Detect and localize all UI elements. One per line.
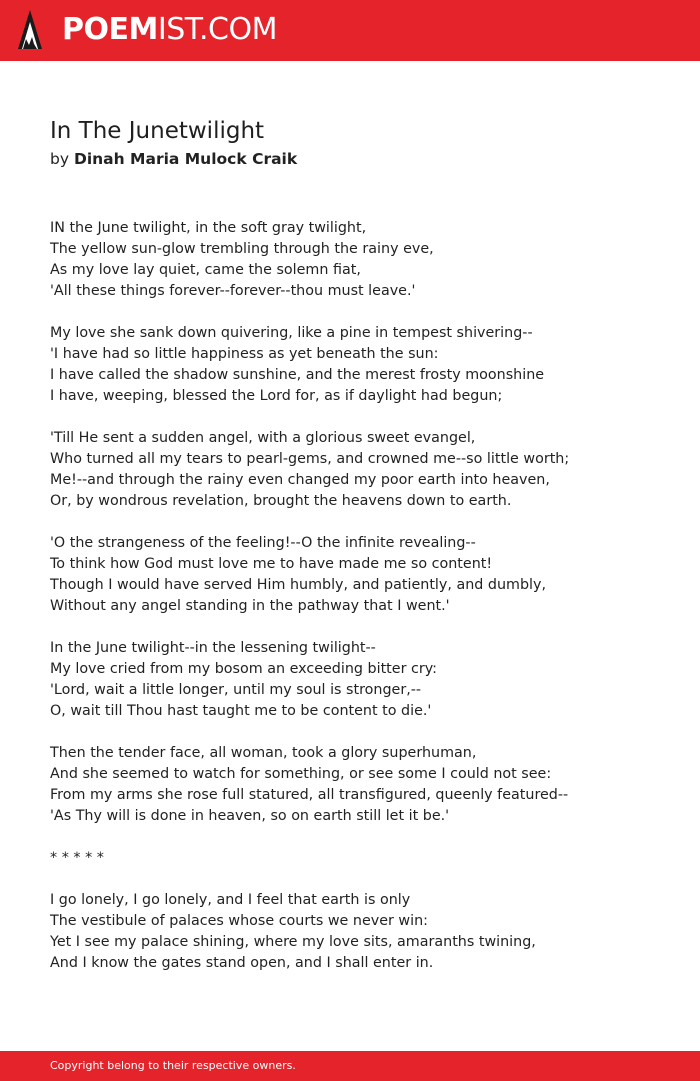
poem-line: 'As Thy will is done in heaven, so on earth still let it be.'	[50, 808, 450, 824]
by-label: by	[50, 150, 74, 168]
poem-line: And I know the gates stand open, and I shall enter in.	[50, 955, 434, 971]
poem-stanza	[50, 848, 670, 869]
site-header	[0, 0, 700, 61]
poem-stanza	[50, 533, 670, 617]
poem-line: Though I would have served Him humbly, and patiently, and dumbly,	[50, 577, 546, 593]
poem-stanza	[50, 428, 670, 512]
site-footer	[0, 1051, 700, 1081]
pencil-tip-icon[interactable]	[17, 9, 43, 51]
poem-line: * * * * *	[50, 850, 104, 866]
poem-line: To think how God must love me to have made me so content!	[50, 556, 493, 572]
poem-line: 'Lord, wait a little longer, until my soul is stronger,--	[50, 682, 422, 698]
poem-line: Without any angel standing in the pathway that I went.'	[50, 598, 450, 614]
poem-line: Me!--and through the rainy even changed my poor earth into heaven,	[50, 472, 550, 488]
poem-line: My love she sank down quivering, like a pine in tempest shivering--	[50, 325, 533, 341]
poem-line: In the June twilight--in the lessening twilight--	[50, 640, 376, 656]
brand-name-light: IST.COM	[157, 12, 277, 47]
poem-byline	[50, 148, 297, 170]
copyright-text: Copyright belong to their respective owners.	[50, 1059, 296, 1072]
poem-line: Yet I see my palace shining, where my love sits, amaranths twining,	[50, 934, 536, 950]
poem-line: Who turned all my tears to pearl-gems, and crowned me--so little worth;	[50, 451, 570, 467]
poem-title: In The Junetwilight	[50, 118, 265, 144]
poem-line: My love cried from my bosom an exceeding bitter cry:	[50, 661, 437, 677]
site-logo[interactable]	[62, 11, 277, 49]
poem-line: The vestibule of palaces whose courts we never win:	[50, 913, 428, 929]
poem-line: O, wait till Thou hast taught me to be content to die.'	[50, 703, 432, 719]
poem-line: And she seemed to watch for something, or see some I could not see:	[50, 766, 552, 782]
poem-body	[50, 218, 670, 995]
poem-line: 'I have had so little happiness as yet beneath the sun:	[50, 346, 439, 362]
poem-line: From my arms she rose full statured, all transfigured, queenly featured--	[50, 787, 569, 803]
poem-line: Or, by wondrous revelation, brought the heavens down to earth.	[50, 493, 512, 509]
brand-name-bold: POEM	[62, 12, 158, 47]
poem-author: Dinah Maria Mulock Craik	[73, 150, 298, 168]
poem-line: 'All these things forever--forever--thou must leave.'	[50, 283, 416, 299]
poem-stanza	[50, 638, 670, 722]
poem-line: Then the tender face, all woman, took a glory superhuman,	[50, 745, 477, 761]
poem-line: I have, weeping, blessed the Lord for, as if daylight had begun;	[50, 388, 503, 404]
poem-line: I have called the shadow sunshine, and the merest frosty moonshine	[50, 367, 545, 383]
poem-stanza	[50, 218, 670, 302]
poem-stanza	[50, 323, 670, 407]
poem-line: 'Till He sent a sudden angel, with a glorious sweet evangel,	[50, 430, 476, 446]
poem-line: 'O the strangeness of the feeling!--O the infinite revealing--	[50, 535, 476, 551]
poem-line: As my love lay quiet, came the solemn fiat,	[50, 262, 361, 278]
poem-stanza	[50, 743, 670, 827]
poem-line: I go lonely, I go lonely, and I feel that earth is only	[50, 892, 411, 908]
poem-stanza	[50, 890, 670, 974]
poem-line: The yellow sun-glow trembling through the rainy eve,	[50, 241, 434, 257]
poem-line: IN the June twilight, in the soft gray twilight,	[50, 220, 367, 236]
